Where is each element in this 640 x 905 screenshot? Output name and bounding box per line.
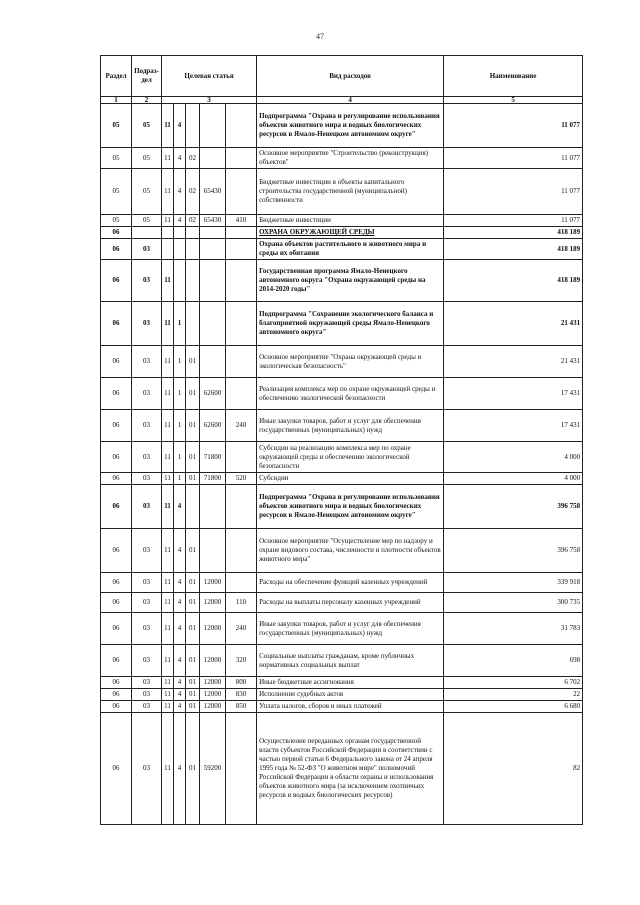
podrazdel-cell: 03 [132, 302, 162, 346]
table-row [101, 593, 583, 613]
program-cell: 11 [162, 346, 174, 378]
event-cell [186, 227, 200, 239]
subprogram-cell: 1 [174, 346, 186, 378]
program-cell: 11 [162, 260, 174, 302]
sum-cell: 418 189 [444, 239, 583, 260]
subprogram-cell: 1 [174, 442, 186, 473]
table-row [101, 302, 583, 346]
program-cell: 11 [162, 689, 174, 701]
header-podrazdel: Подраз-дел [132, 56, 162, 97]
event-cell: 01 [186, 346, 200, 378]
direction-cell [200, 529, 226, 573]
direction-cell: 62600 [200, 410, 226, 442]
table-row [101, 378, 583, 410]
podrazdel-cell: 03 [132, 677, 162, 689]
name-cell: Охрана объектов растительного и животного мира и среды их обитания [257, 239, 444, 260]
program-cell: 11 [162, 148, 174, 169]
sum-cell: 22 [444, 689, 583, 701]
header-celevaya-statya: Целевая статья [162, 56, 257, 97]
event-cell: 01 [186, 473, 200, 485]
direction-cell [200, 302, 226, 346]
column-number: 2 [132, 97, 162, 104]
podrazdel-cell: 03 [132, 593, 162, 613]
direction-cell: 12000 [200, 593, 226, 613]
event-cell [186, 239, 200, 260]
podrazdel-cell: 05 [132, 148, 162, 169]
sum-cell: 17 431 [444, 378, 583, 410]
direction-cell [200, 260, 226, 302]
razdel-cell: 06 [101, 410, 132, 442]
subprogram-cell: 4 [174, 689, 186, 701]
name-cell: Субсидии [257, 473, 444, 485]
direction-cell: 12000 [200, 573, 226, 593]
sum-cell: 4 000 [444, 442, 583, 473]
name-cell: Иные закупки товаров, работ и услуг для обеспечения государственных (муниципальных) нужд [257, 613, 444, 645]
table-row [101, 713, 583, 825]
direction-cell: 71800 [200, 442, 226, 473]
subprogram-cell: 1 [174, 302, 186, 346]
subprogram-cell: 4 [174, 713, 186, 825]
program-cell: 11 [162, 442, 174, 473]
razdel-cell: 06 [101, 529, 132, 573]
event-cell: 01 [186, 689, 200, 701]
table-row [101, 169, 583, 215]
podrazdel-cell: 03 [132, 573, 162, 593]
table-row [101, 239, 583, 260]
direction-cell: 65430 [200, 215, 226, 227]
direction-cell [200, 485, 226, 529]
program-cell: 11 [162, 529, 174, 573]
program-cell: 11 [162, 378, 174, 410]
vid-rashodov-cell [226, 104, 257, 148]
name-cell: Иные закупки товаров, работ и услуг для обеспечения государственных (муниципальных) нужд [257, 410, 444, 442]
subprogram-cell [174, 260, 186, 302]
vid-rashodov-cell: 240 [226, 410, 257, 442]
table-row [101, 260, 583, 302]
razdel-cell: 06 [101, 227, 132, 239]
direction-cell: 71800 [200, 473, 226, 485]
program-cell: 11 [162, 104, 174, 148]
razdel-cell: 06 [101, 645, 132, 677]
event-cell [186, 302, 200, 346]
subprogram-cell: 4 [174, 148, 186, 169]
podrazdel-cell: 03 [132, 485, 162, 529]
direction-cell: 59200 [200, 713, 226, 825]
event-cell: 01 [186, 613, 200, 645]
podrazdel-cell: 03 [132, 713, 162, 825]
direction-cell: 12000 [200, 613, 226, 645]
name-cell: Подпрограмма "Сохранение экологического баланса и благоприятной окружающей среды Ямало-Ненецкого автономного округа" [257, 302, 444, 346]
razdel-cell: 06 [101, 239, 132, 260]
razdel-cell: 05 [101, 215, 132, 227]
subprogram-cell [174, 227, 186, 239]
subprogram-cell: 4 [174, 645, 186, 677]
direction-cell [200, 104, 226, 148]
vid-rashodov-cell [226, 485, 257, 529]
program-cell: 11 [162, 677, 174, 689]
subprogram-cell: 4 [174, 593, 186, 613]
name-cell: Социальные выплаты гражданам, кроме публичных нормативных социальных выплат [257, 645, 444, 677]
header-row [101, 56, 583, 97]
table-row [101, 473, 583, 485]
razdel-cell: 06 [101, 701, 132, 713]
table-row [101, 485, 583, 529]
vid-rashodov-cell [226, 227, 257, 239]
name-cell: Иные бюджетные ассигнования [257, 677, 444, 689]
program-cell: 11 [162, 573, 174, 593]
podrazdel-cell: 03 [132, 613, 162, 645]
program-cell: 11 [162, 613, 174, 645]
event-cell: 01 [186, 701, 200, 713]
name-cell: Подпрограмма "Охрана и регулирование использования объектов животного мира и водных биологических ресурсов в Ямало-Ненецком автономном округе" [257, 104, 444, 148]
direction-cell: 12000 [200, 689, 226, 701]
podrazdel-cell: 03 [132, 378, 162, 410]
sum-cell: 6 702 [444, 677, 583, 689]
table-row [101, 701, 583, 713]
podrazdel-cell: 03 [132, 346, 162, 378]
sum-cell: 4 000 [444, 473, 583, 485]
vid-rashodov-cell: 110 [226, 593, 257, 613]
name-cell: Бюджетные инвестиции [257, 215, 444, 227]
sum-cell: 396 758 [444, 529, 583, 573]
header-vid-rashodov: Вид расходов [257, 56, 444, 97]
table-row [101, 573, 583, 593]
razdel-cell: 06 [101, 346, 132, 378]
event-cell: 01 [186, 713, 200, 825]
direction-cell: 12000 [200, 645, 226, 677]
sum-cell: 300 735 [444, 593, 583, 613]
column-number: 1 [101, 97, 132, 104]
razdel-cell: 06 [101, 613, 132, 645]
direction-cell [200, 346, 226, 378]
table-row [101, 529, 583, 573]
program-cell: 11 [162, 593, 174, 613]
subprogram-cell: 4 [174, 613, 186, 645]
direction-cell: 12000 [200, 701, 226, 713]
program-cell: 11 [162, 169, 174, 215]
vid-rashodov-cell [226, 302, 257, 346]
sum-cell: 11 077 [444, 215, 583, 227]
podrazdel-cell [132, 227, 162, 239]
podrazdel-cell: 03 [132, 645, 162, 677]
sum-cell: 418 189 [444, 227, 583, 239]
vid-rashodov-cell [226, 442, 257, 473]
subprogram-cell: 4 [174, 215, 186, 227]
sum-cell: 6 680 [444, 701, 583, 713]
event-cell: 01 [186, 410, 200, 442]
table-row [101, 104, 583, 148]
table-row [101, 148, 583, 169]
subprogram-cell: 4 [174, 677, 186, 689]
razdel-cell: 06 [101, 573, 132, 593]
event-cell: 01 [186, 529, 200, 573]
vid-rashodov-cell [226, 713, 257, 825]
subprogram-cell: 1 [174, 473, 186, 485]
program-cell: 11 [162, 701, 174, 713]
program-cell: 11 [162, 645, 174, 677]
vid-rashodov-cell [226, 260, 257, 302]
sum-cell: 17 431 [444, 410, 583, 442]
vid-rashodov-cell [226, 529, 257, 573]
name-cell: Бюджетные инвестиции в объекты капитального строительства государственной (муниципальной) собственности [257, 169, 444, 215]
direction-cell [200, 148, 226, 169]
name-cell: Расходы на обеспечение функций казенных учреждений [257, 573, 444, 593]
subprogram-cell: 4 [174, 169, 186, 215]
event-cell: 02 [186, 169, 200, 215]
program-cell: 11 [162, 302, 174, 346]
sum-cell: 31 783 [444, 613, 583, 645]
direction-cell: 62600 [200, 378, 226, 410]
podrazdel-cell: 05 [132, 169, 162, 215]
table-row [101, 227, 583, 239]
table-row [101, 613, 583, 645]
header-razdel: Раздел [101, 56, 132, 97]
vid-rashodov-cell: 240 [226, 613, 257, 645]
table-row [101, 677, 583, 689]
name-cell: Реализация комплекса мер по охране окружающей среды и обеспечению экологической безопасности [257, 378, 444, 410]
subprogram-cell: 4 [174, 573, 186, 593]
sum-cell: 11 077 [444, 148, 583, 169]
razdel-cell: 05 [101, 148, 132, 169]
sum-cell: 339 918 [444, 573, 583, 593]
table-row [101, 689, 583, 701]
razdel-cell: 05 [101, 169, 132, 215]
program-cell [162, 227, 174, 239]
razdel-cell: 05 [101, 104, 132, 148]
subprogram-cell: 4 [174, 104, 186, 148]
subprogram-cell: 1 [174, 410, 186, 442]
razdel-cell: 06 [101, 485, 132, 529]
razdel-cell: 06 [101, 713, 132, 825]
name-cell: Основное мероприятие "Строительство (реконструкция) объектов" [257, 148, 444, 169]
vid-rashodov-cell: 830 [226, 689, 257, 701]
column-number: 5 [444, 97, 583, 104]
table-row [101, 442, 583, 473]
podrazdel-cell: 03 [132, 689, 162, 701]
podrazdel-cell: 05 [132, 104, 162, 148]
name-cell: Подпрограмма "Охрана и регулирование использования объектов животного мира и водных биологических ресурсов в Ямало-Ненецком автономном округе" [257, 485, 444, 529]
vid-rashodov-cell: 850 [226, 701, 257, 713]
name-cell: Исполнение судебных актов [257, 689, 444, 701]
table-row [101, 645, 583, 677]
table-row [101, 410, 583, 442]
table-row [101, 346, 583, 378]
vid-rashodov-cell [226, 346, 257, 378]
event-cell: 01 [186, 677, 200, 689]
sum-cell: 698 [444, 645, 583, 677]
sum-cell: 11 077 [444, 169, 583, 215]
podrazdel-cell: 03 [132, 529, 162, 573]
vid-rashodov-cell [226, 573, 257, 593]
event-cell: 01 [186, 378, 200, 410]
vid-rashodov-cell: 520 [226, 473, 257, 485]
vid-rashodov-cell: 800 [226, 677, 257, 689]
sum-cell: 21 431 [444, 346, 583, 378]
vid-rashodov-cell [226, 239, 257, 260]
razdel-cell: 06 [101, 689, 132, 701]
event-cell: 01 [186, 573, 200, 593]
podrazdel-cell: 03 [132, 442, 162, 473]
column-number: 4 [257, 97, 444, 104]
event-cell [186, 260, 200, 302]
program-cell: 11 [162, 473, 174, 485]
event-cell: 01 [186, 593, 200, 613]
table-body [101, 104, 583, 825]
razdel-cell: 06 [101, 260, 132, 302]
podrazdel-cell: 03 [132, 239, 162, 260]
column-number-row [101, 97, 583, 104]
program-cell: 11 [162, 485, 174, 529]
direction-cell: 12000 [200, 677, 226, 689]
vid-rashodov-cell: 410 [226, 215, 257, 227]
razdel-cell: 06 [101, 473, 132, 485]
podrazdel-cell: 03 [132, 701, 162, 713]
subprogram-cell: 4 [174, 485, 186, 529]
razdel-cell: 06 [101, 378, 132, 410]
direction-cell [200, 227, 226, 239]
sum-cell: 396 758 [444, 485, 583, 529]
sum-cell: 11 077 [444, 104, 583, 148]
name-cell: Государственная программа Ямало-Ненецкого автономного округа "Охрана окружающей среды на 2014-2020 годы" [257, 260, 444, 302]
header-naimenovanie: Наименование [444, 56, 583, 97]
name-cell: Субсидии на реализацию комплекса мер по охране окружающей среды и обеспечению экологической безопасности [257, 442, 444, 473]
name-cell: Осуществление переданных органам государственной власти субъектов Российской Федерации в соответствии с частью первой статьи 6 Федерального закона от 24 апреля 1995 года № 52-ФЗ "О животном мире" полномочий Российской Федерации в области охраны и использования объектов животного мира (за исключением охотничьих ресурсов и водных биологических ресурсов) [257, 713, 444, 825]
direction-cell: 65430 [200, 169, 226, 215]
razdel-cell: 06 [101, 302, 132, 346]
program-cell: 11 [162, 713, 174, 825]
event-cell: 02 [186, 215, 200, 227]
podrazdel-cell: 05 [132, 215, 162, 227]
event-cell: 01 [186, 442, 200, 473]
name-cell: Основное мероприятие "Осуществление мер по надзору и охране видового состава, численности и плотности объектов животного мира" [257, 529, 444, 573]
event-cell [186, 485, 200, 529]
event-cell [186, 104, 200, 148]
budget-table [100, 55, 583, 825]
direction-cell [200, 239, 226, 260]
razdel-cell: 06 [101, 442, 132, 473]
vid-rashodov-cell: 320 [226, 645, 257, 677]
subprogram-cell: 1 [174, 378, 186, 410]
sum-cell: 21 431 [444, 302, 583, 346]
name-cell: Уплата налогов, сборов и иных платежей [257, 701, 444, 713]
table-row [101, 215, 583, 227]
subprogram-cell [174, 239, 186, 260]
name-cell: Основное мероприятие "Охрана окружающей среды и экологическая безопасность" [257, 346, 444, 378]
event-cell: 01 [186, 645, 200, 677]
name-cell: Расходы на выплаты персоналу казенных учреждений [257, 593, 444, 613]
subprogram-cell: 4 [174, 701, 186, 713]
name-cell: ОХРАНА ОКРУЖАЮЩЕЙ СРЕДЫ [257, 227, 444, 239]
podrazdel-cell: 03 [132, 410, 162, 442]
page-number: 47 [316, 32, 324, 41]
razdel-cell: 06 [101, 593, 132, 613]
podrazdel-cell: 03 [132, 473, 162, 485]
podrazdel-cell: 03 [132, 260, 162, 302]
program-cell: 11 [162, 215, 174, 227]
sum-cell: 418 189 [444, 260, 583, 302]
vid-rashodov-cell [226, 148, 257, 169]
vid-rashodov-cell [226, 169, 257, 215]
program-cell: 11 [162, 410, 174, 442]
program-cell [162, 239, 174, 260]
column-number: 3 [162, 97, 257, 104]
sum-cell: 82 [444, 713, 583, 825]
vid-rashodov-cell [226, 378, 257, 410]
razdel-cell: 06 [101, 677, 132, 689]
event-cell: 02 [186, 148, 200, 169]
subprogram-cell: 4 [174, 529, 186, 573]
